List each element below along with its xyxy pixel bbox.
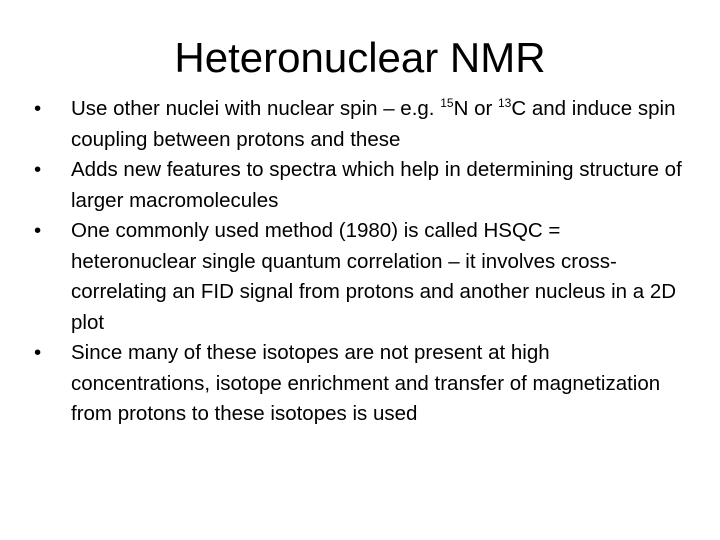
bullet-text: Since many of these isotopes are not present at high concentrations, isotope enrichment and transfer of magnetization from protons to these isotopes is used bbox=[71, 341, 661, 425]
bullet-item bbox=[34, 94, 684, 155]
bullet-list bbox=[34, 94, 684, 430]
bullet-text: C and induce spin coupling between protons and these bbox=[71, 97, 676, 151]
bullet-icon: • bbox=[34, 97, 42, 120]
bullet-text: N or bbox=[453, 97, 498, 120]
bullet-item bbox=[34, 338, 684, 430]
superscript-mass-number: 15 bbox=[440, 96, 454, 110]
bullet-item bbox=[34, 216, 684, 338]
bullet-icon: • bbox=[34, 219, 42, 242]
bullet-item bbox=[34, 155, 684, 216]
bullet-text: Adds new features to spectra which help in determining structure of larger macromolecules bbox=[71, 158, 682, 212]
slide-title: Heteronuclear NMR bbox=[174, 34, 546, 81]
bullet-icon: • bbox=[34, 341, 42, 364]
superscript-mass-number: 13 bbox=[498, 96, 512, 110]
bullet-icon: • bbox=[34, 158, 42, 181]
bullet-text: One commonly used method (1980) is called HSQC = heteronuclear single quantum correlation – it involves cross-correlating an FID signal from protons and another nucleus in a 2D plot bbox=[71, 219, 677, 334]
bullet-text: Use other nuclei with nuclear spin – e.g. bbox=[71, 97, 441, 120]
